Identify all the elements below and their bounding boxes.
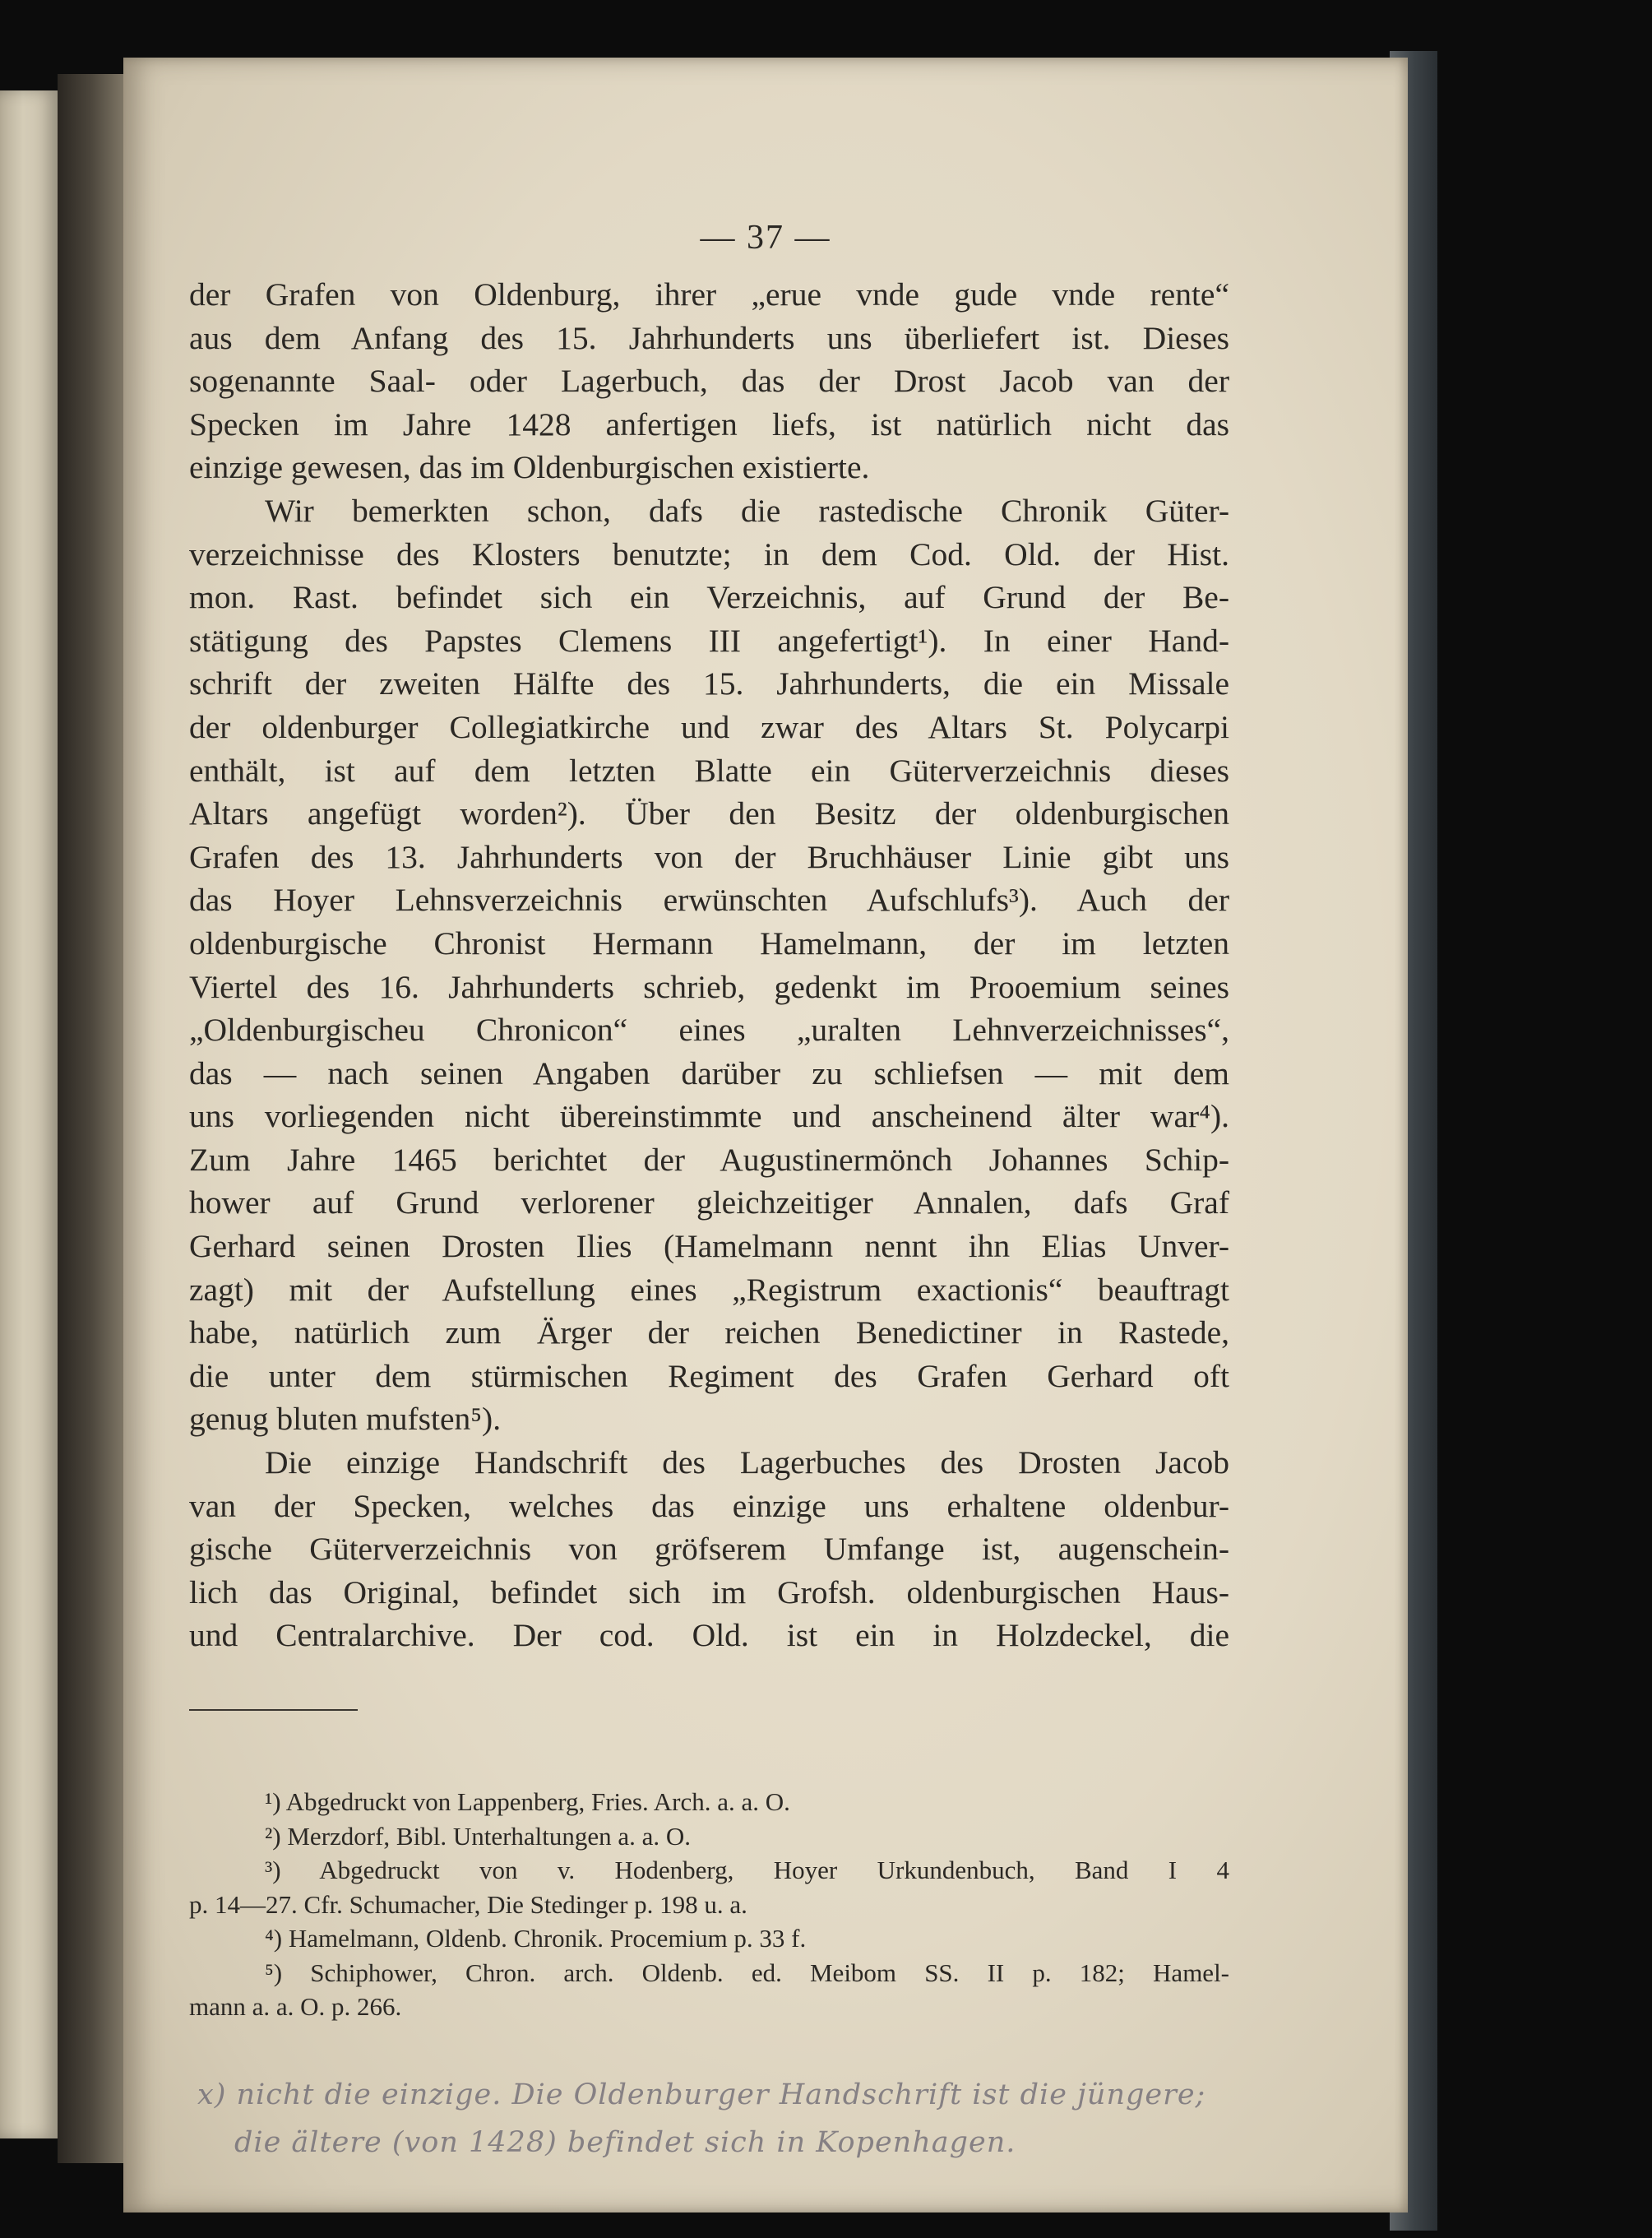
text-line: enthält, ist auf dem letzten Blatte ein Güterverzeichnis dieses <box>189 752 1229 789</box>
text-line: schrift der zweiten Hälfte des 15. Jahrhunderts, die ein Missale <box>189 665 1229 702</box>
text-line: aus dem Anfang des 15. Jahrhunderts uns überliefert ist. Dieses <box>189 319 1229 356</box>
book-gutter <box>58 74 132 2163</box>
text-line: gische Güterverzeichnis von gröfserem Umfange ist, augenschein- <box>189 1531 1229 1568</box>
footnotes <box>189 1785 1229 2024</box>
text-line: und Centralarchive. Der cod. Old. ist ein in Holzdeckel, die <box>189 1617 1229 1654</box>
footnote-line: ³) Abgedruckt von v. Hodenberg, Hoyer Urkundenbuch, Band I 4 <box>265 1856 1229 1884</box>
text-line: Specken im Jahre 1428 anfertigen liefs, ist natürlich nicht das <box>189 405 1229 443</box>
text-line: uns vorliegenden nicht übereinstimmte und anscheinend älter war⁴). <box>189 1098 1229 1135</box>
text-line: einzige gewesen, das im Oldenburgischen existierte. <box>189 449 870 486</box>
text-line: „Oldenburgischeu Chronicon“ eines „uralten Lehnverzeichnisses“, <box>189 1012 1229 1049</box>
handwritten-line: die ältere (von 1428) befindet sich in Kopenhagen. <box>234 2126 1016 2159</box>
text-line: Zum Jahre 1465 berichtet der Augustinermönch Johannes Schip- <box>189 1141 1229 1178</box>
text-line: habe, natürlich zum Ärger der reichen Benedictiner in Rastede, <box>189 1314 1229 1351</box>
text-line: Viertel des 16. Jahrhunderts schrieb, gedenkt im Prooemium seines <box>189 968 1229 1005</box>
text-line: Gerhard seinen Drosten Ilies (Hamelmann nennt ihn Elias Unver- <box>189 1228 1229 1265</box>
text-line: der Grafen von Oldenburg, ihrer „erue vnde gude vnde rente“ <box>189 276 1229 313</box>
footnote-line: ¹) Abgedruckt von Lappenberg, Fries. Arch. a. a. O. <box>265 1787 790 1816</box>
text-line: sogenannte Saal- oder Lagerbuch, das der Drost Jacob van der <box>189 363 1229 400</box>
text-line: Altars angefügt worden²). Über den Besitz der oldenburgischen <box>189 795 1229 832</box>
footnote-line: ⁴) Hamelmann, Oldenb. Chronik. Procemium p. 33 f. <box>265 1924 807 1953</box>
text-line: Die einzige Handschrift des Lagerbuches des Drosten Jacob <box>265 1444 1229 1481</box>
text-line: stätigung des Papstes Clemens III angefertigt¹). In einer Hand- <box>189 622 1229 659</box>
text-line: verzeichnisse des Klosters benutzte; in dem Cod. Old. der Hist. <box>189 535 1229 572</box>
handwritten-line: x) nicht die einzige. Die Oldenburger Handschrift ist die jüngere; <box>197 2078 1206 2111</box>
text-line: van der Specken, welches das einzige uns erhaltene oldenbur- <box>189 1487 1229 1524</box>
text-line: hower auf Grund verlorener gleichzeitiger Annalen, dafs Graf <box>189 1184 1229 1221</box>
facing-page-edge <box>0 90 58 2138</box>
text-line: das Hoyer Lehnsverzeichnis erwünschten Aufschlufs³). Auch der <box>189 882 1229 919</box>
text-line: zagt) mit der Aufstellung eines „Registrum exactionis“ beauftragt <box>189 1271 1229 1308</box>
text-line: lich das Original, befindet sich im Grofsh. oldenburgischen Haus- <box>189 1573 1229 1610</box>
text-line: der oldenburger Collegiatkirche und zwar des Altars St. Polycarpi <box>189 708 1229 745</box>
footnote-line: mann a. a. O. p. 266. <box>189 1992 402 2021</box>
text-line: Grafen des 13. Jahrhunderts von der Bruchhäuser Linie gibt uns <box>189 838 1229 875</box>
footnote-line: p. 14—27. Cfr. Schumacher, Die Stedinger p. 198 u. a. <box>189 1889 747 1919</box>
text-line: mon. Rast. befindet sich ein Verzeichnis, auf Grund der Be- <box>189 579 1229 616</box>
text-line: Wir bemerkten schon, dafs die rastedische Chronik Güter- <box>265 492 1229 529</box>
book-page <box>123 58 1408 2213</box>
text-line: das — nach seinen Angaben darüber zu schliefsen — mit dem <box>189 1054 1229 1091</box>
page-number: — 37 — <box>700 219 831 257</box>
text-line: oldenburgische Chronist Hermann Hamelmann, der im letzten <box>189 924 1229 961</box>
text-line: die unter dem stürmischen Regiment des Grafen Gerhard oft <box>189 1357 1229 1394</box>
footnote-line: ²) Merzdorf, Bibl. Unterhaltungen a. a. O. <box>265 1821 692 1851</box>
footnote-separator <box>189 1709 358 1711</box>
footnote-line: ⁵) Schiphower, Chron. arch. Oldenb. ed. Meibom SS. II p. 182; Hamel- <box>265 1958 1229 1987</box>
text-line: genug bluten mufsten⁵). <box>189 1401 502 1438</box>
handwritten-pencil-note <box>197 2071 1398 2166</box>
body-text <box>189 273 1229 1657</box>
